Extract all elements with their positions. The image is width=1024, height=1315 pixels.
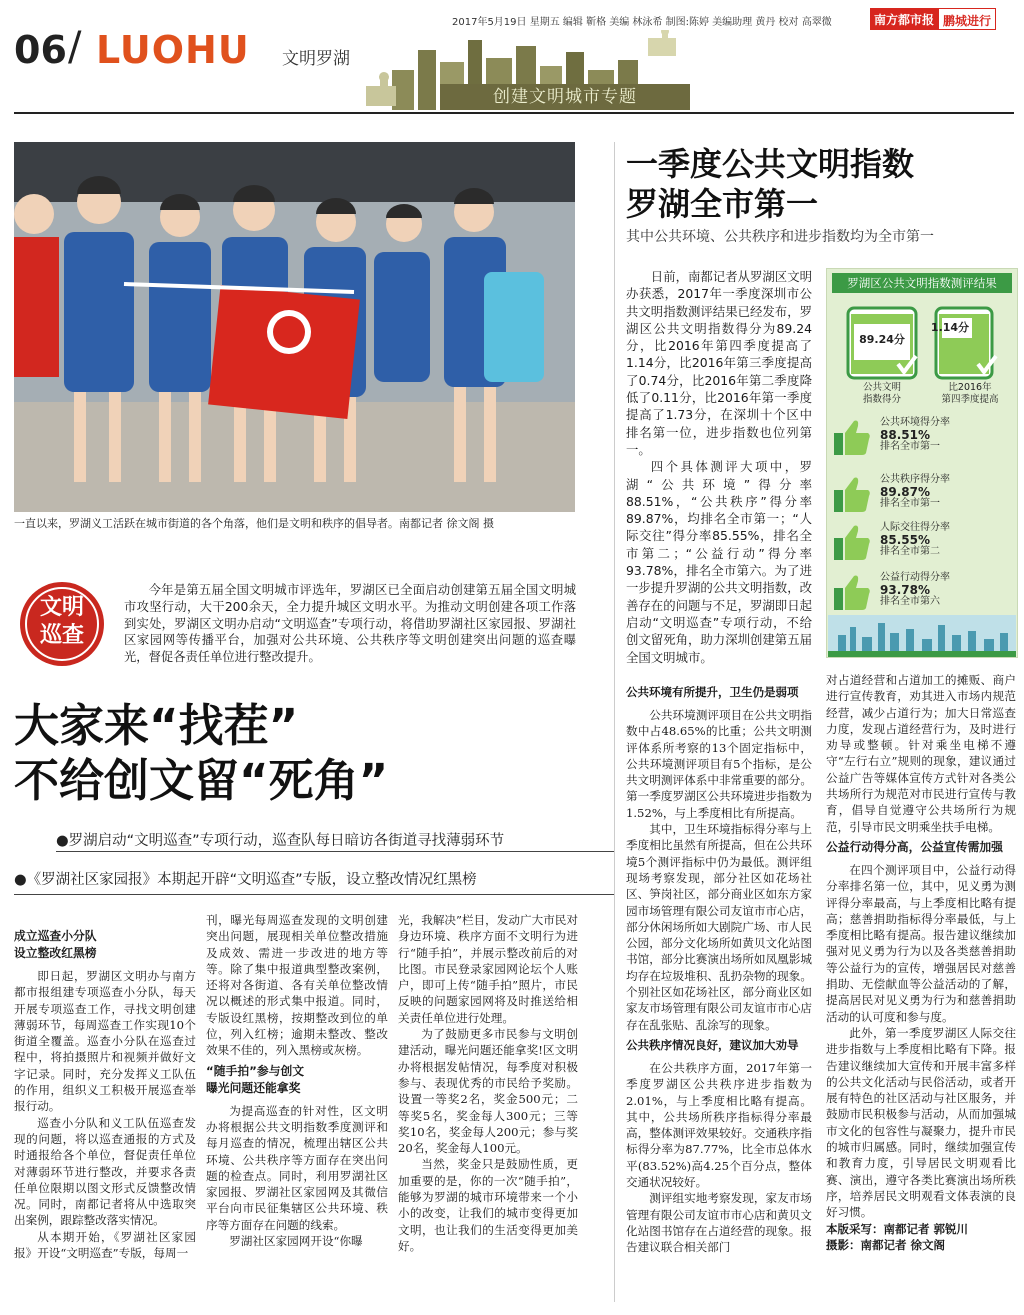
stat-public-order	[832, 474, 1012, 520]
increase-label	[930, 382, 1010, 406]
subhead: 公益行动得分高，公益宣传需加强	[826, 839, 1003, 854]
stat-public-welfare	[832, 572, 1012, 618]
thumbs-up-icon	[832, 474, 872, 514]
subhead	[206, 1063, 388, 1097]
feature-headline-2: 不给创文留“死角”	[14, 754, 389, 807]
stat-rank: 排名全市第六	[880, 596, 940, 607]
score-label	[842, 382, 922, 406]
deck-rule	[14, 894, 614, 895]
subhead-line: 曝光问题还能拿奖	[206, 1080, 301, 1095]
increase-label-1: 比2016年	[948, 382, 992, 393]
brand-name: 南方都市报	[870, 8, 938, 30]
byline: 本版采写：南都记者 郭锐川	[826, 1221, 969, 1236]
column-divider	[614, 142, 615, 1302]
subhead	[14, 928, 196, 962]
issue-meta: 2017年5月19日 星期五 编辑 靳格 美编 林泳希 制图:陈婷 美编助理 黄丹 校对 高翠微	[452, 17, 832, 28]
stat-value: 88.51%	[880, 428, 930, 442]
subhead: 公共秩序情况良好，建议加大劝导	[626, 1037, 799, 1052]
stat-rank: 排名全市第一	[880, 498, 940, 509]
subhead-line: 成立巡查小分队	[14, 929, 97, 943]
top-story-body	[626, 268, 812, 666]
page-number: 06	[14, 28, 67, 72]
city-skyline-illustration	[828, 615, 1016, 657]
article-column-4	[626, 680, 812, 1256]
thumbs-up-icon	[832, 417, 872, 457]
wenming-xuncha-stamp	[16, 578, 108, 670]
stat-public-environment	[832, 417, 1012, 463]
article-column-1	[14, 924, 196, 1261]
stat-rank: 排名全市第二	[880, 546, 940, 557]
score-value: 89.24分	[859, 333, 905, 346]
stat-name: 公益行动得分率	[880, 572, 950, 583]
newspaper-logo	[870, 8, 1016, 30]
subhead-line: “随手拍”参与创文	[206, 1063, 305, 1078]
paragraph: 刊，曝光每周巡查发现的文明创建突出问题，展现相关单位整改措施及成效、需进一步改进的地方等等。除了集中报道典型整改案例，还将对各街道、各有关单位整改情况以概述的形式集中报道。同时，专版设红黑榜，按期整改到位的单位，列入红榜；逾期未整改、整改效果不佳的，列入黑榜或灰榜。	[206, 913, 388, 1058]
stat-name: 公共环境得分率	[880, 417, 950, 428]
top-subhead: 其中公共环境、公共秩序和进步指数均为全市第一	[626, 229, 934, 245]
stat-interpersonal	[832, 522, 1012, 568]
increase-label-2: 第四季度提高	[941, 394, 999, 405]
subhead: 公共环境有所提升，卫生仍是弱项	[626, 685, 799, 699]
stat-text	[880, 474, 950, 510]
score-label-1: 公共文明	[862, 382, 901, 393]
paragraph: 为提高巡查的针对性，区文明办将根据公共文明指数季度测评和每月巡查的情况，梳理出辖区公共环境、公共秩序等方面存在突出问题的检查点。同时，利用罗湖社区家园报、罗湖社区家园网及其微信平台向市民征集辖区公共环境、秩序等方面存在问题的线索。	[206, 1103, 388, 1232]
article-column-2	[206, 912, 388, 1249]
stat-text	[880, 417, 950, 453]
paragraph: 罗湖社区家园网开设“你曝	[229, 1234, 363, 1249]
top-headline-line-2: 罗湖全市第一	[626, 185, 819, 223]
paragraph: 在公共秩序方面，2017年第一季度罗湖区公共秩序进步指数为2.01%，与上季度相比略有提高。其中，公共场所秩序指标得分率最高，整体测评效果较好。交通秩序指标得分率为87.77%，比全市总体水平(83.52%)高4.25个百分点，整体交通状况较好。	[626, 1060, 812, 1190]
paragraph: 巡查小分队和义工队伍巡查发现的问题，将以巡查通报的方式及时通报给各个单位，督促责任单位对薄弱环节进行整改，并要求各责任单位限期以图文形式反馈整改情况。同时，南都记者将从中选取突出案例，跟踪整改落实情况。	[14, 1115, 196, 1228]
increase-value: 1.14分	[930, 321, 970, 334]
stat-name: 人际交往得分率	[880, 522, 950, 533]
feature-deck-1: ●罗湖启动“文明巡查”专项行动，巡查队每日暗访各街道寻找薄弱环节	[56, 833, 505, 849]
deck-rule	[56, 851, 614, 852]
feature-intro: 今年是第五届全国文明城市评选年，罗湖区已全面启动创建第五届全国文明城市攻坚行动，大干200余天，全力提升城区文明水平。为推动文明创建各项工作落到实处，罗湖区文明办启动“文明巡查”专项行动，将借助罗湖社区家园报、罗湖社区家园网等传播平台，加强对公共环境、公共秩序等文明创建突出问题的巡查曝光，督促各责任单位进行整改提升。	[124, 583, 576, 665]
paragraph: 光，我解决”栏目，发动广大市民对身边环境、秩序方面不文明行为进行“随手拍”，并展示整改前后的对比图。市民登录家园网论坛个人账户，即可上传“随手拍”照片，市民反映的问题家园网将及时推送给相关责任单位进行处理。	[398, 913, 578, 1025]
feature-deck-2: ●《罗湖社区家园报》本期起开辟“文明巡查”专版，设立整改情况红黑榜	[14, 872, 477, 888]
paragraph: 对占道经营和占道加工的摊贩、商户进行宣传教育，劝其进入市场内规范经营，减少占道行为；加大日常巡查力度，发现占道经营行为，及时进行劝导或整顿。针对乘坐电梯不遵守“左行右立”规则的现象，建议通过公益广告等媒体宣传方式针对各类公共场所行为规范对市民进行宣传与教育，倡导自觉遵守公共场所行为规范，引导市民文明乘坐扶手电梯。	[826, 673, 1016, 834]
stat-text	[880, 572, 950, 608]
top-story-para: 四个具体测评大项中，罗湖“公共环境”得分率88.51%，“公共秩序”得分率89.87%，均排名全市第一；“人际交往”得分率85.55%，排名全市第二；“公益行动”得分率93.78%，排名全市第六。为了进一步提升罗湖的公共文明指数，改善存在的问题与不足，罗湖即日起启动“文明巡查”专项行动，不给创文留死角，助力深圳创建第五届全国文明城市。	[626, 459, 812, 665]
article-column-5	[826, 672, 1016, 1253]
paragraph: 当然，奖金只是鼓励性质，更加重要的是，你的一次“随手拍”，能够为罗湖的城市环境带来一个小小的改变，让我们的城市变得更加文明，也让我们的生活变得更加美好。	[398, 1157, 578, 1253]
paragraph: 在四个测评项目中，公益行动得分率排名第一位，其中，见义勇为测评得分率最高，与上季度相比略有提高；慈善捐助指标得分率最低，与上季度相比略有提高。报告建议继续加强对见义勇为行为以及各类慈善捐助等公益行为的宣传，增强居民对慈善捐助、无偿献血等公益活动的了解，提高居民对见义勇为行为和慈善捐助活动的认可度和参与度。	[826, 862, 1016, 1024]
infographic-summary	[832, 300, 1012, 410]
article-column-3	[398, 912, 578, 1254]
thumbs-up-icon	[832, 522, 872, 562]
top-headline	[626, 144, 1016, 224]
thumbs-up-icon	[832, 572, 872, 612]
page-slash: /	[68, 24, 82, 70]
banner-title: 创建文明城市专题	[440, 84, 690, 110]
stat-rank: 排名全市第一	[880, 441, 940, 452]
stat-value: 93.78%	[880, 583, 930, 597]
photo-credit: 摄影：南都记者 徐文阁	[826, 1237, 946, 1252]
infographic-title: 罗湖区公共文明指数测评结果	[832, 273, 1012, 293]
paragraph: 测评组实地考察发现，家友市场管理有限公司友谊市市心店和黄贝文化站图书馆存在占道经营的现象。报告建议联合相关部门	[626, 1191, 812, 1255]
section-subtitle: 文明罗湖	[282, 49, 350, 69]
stat-text	[880, 522, 950, 558]
stat-value: 89.87%	[880, 485, 930, 499]
photo-caption: 一直以来，罗湖义工活跃在城市街道的各个角落，他们是文明和秩序的倡导者。南都记者 徐文阁 摄	[14, 517, 494, 530]
paragraph: 从本期开始，《罗湖社区家园报》开设“文明巡查”专版，每周一	[14, 1229, 196, 1261]
volunteer-photo	[14, 142, 575, 512]
subhead-line: 设立整改红黑榜	[14, 946, 97, 960]
section-name: LUOHU	[96, 28, 250, 72]
top-headline-line-1: 一季度公共文明指数	[626, 145, 915, 183]
stamp-line-1: 文明	[39, 595, 84, 620]
header-rule	[14, 112, 1014, 114]
paragraph: 即日起，罗湖区文明办与南方都市报组建专项巡查小分队，每天开展专项巡查工作，寻找文明创建薄弱环节，每周巡查工作实现10个街道全覆盖。巡查小分队在巡查过程中，将拍摄照片和视频并做好文字记录。同时，充分发挥义工队伍的作用，组织义工积极开展巡查举报行动。	[14, 969, 196, 1114]
paragraph: 此外，第一季度罗湖区人际交往进步指数与上季度相比略有下降。报告建议继续加大宣传和开展丰富多样的公共文化活动与民俗活动，或者开展有特色的社区活动与社区服务，并鼓励市民积极参与活动，从而加强城市文化的包容性与凝聚力，提升市民的城市归属感。同时，继续加强宣传和教育力度，引导居民文明观看比赛、演出，遵守各类比赛演出场所秩序，培养居民文明观看文体表演的良好习惯。	[826, 1025, 1016, 1220]
paragraph: 公共环境测评项目在公共文明指数中占48.65%的比重；公共文明测评体系所考察的13个固定指标中，公共环境测评项目有5个指标，是公共文明测评体系中非常重要的部分。第一季度罗湖区公共环境进步指数为1.52%，与上季度相比有所提高。	[626, 708, 812, 820]
brand-section: 鹏城进行	[938, 8, 996, 30]
score-label-2: 指数得分	[862, 394, 901, 405]
stat-value: 85.55%	[880, 533, 930, 547]
top-story-para: 日前，南都记者从罗湖区文明办获悉，2017年一季度深圳市公共文明指数测评结果已经发布，罗湖区公共文明指数得分为89.24分，比2016年第四季度提高了1.14分，比2016年第三季度提高了0.74分，比2016年第二季度降低了0.11分，比2016年第一季度提高了1.73分，在深圳十个区中排名第一位，进步指数也位列第一。	[626, 269, 812, 457]
stamp-line-2: 巡查	[39, 623, 84, 648]
stat-name: 公共秩序得分率	[880, 474, 950, 485]
stamp-text	[16, 594, 108, 650]
paragraph: 为了鼓励更多市民参与文明创建活动，曝光问题还能拿奖!区文明办将根据发帖情况，每季度对积极参与、表现优秀的市民给予奖励。设置一等奖2名，奖金500元；二等奖5名，奖金每人300元；三等奖10名，奖金每人200元；参与奖20名，奖金每人100元。	[398, 1027, 578, 1156]
paragraph: 其中，卫生环境指标得分率与上季度相比虽然有所提高，但在公共环境5个测评指标中仍为最低。测评组现场考察发现，部分社区如花场社区、笋岗社区，部分商业区如东方家园市场管理有限公司友谊市市心店，部分休闲场所如大剧院广场、市人民公园，部分文化场所如黄贝文化站图书馆，部分比赛演出场所如凤凰影城均存在垃圾堆积、乱扔杂物的现象。个别社区如花场社区，部分商业区如家友市场管理有限公司友谊市市心店存在乱张贴、乱涂写的现象。	[626, 822, 812, 1032]
feature-headline-1: 大家来“找茬”	[14, 699, 299, 752]
